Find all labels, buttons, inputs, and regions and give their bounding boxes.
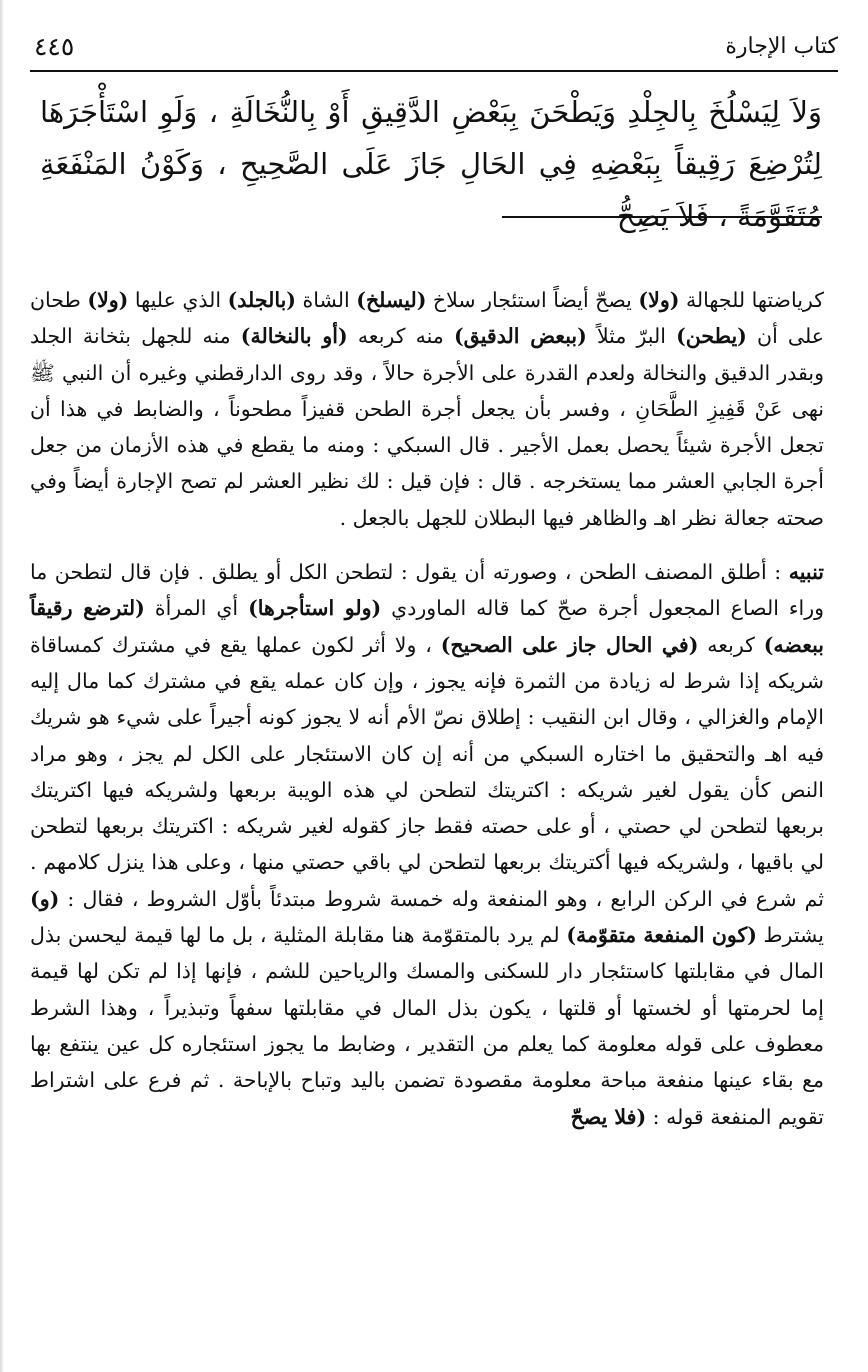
scan-edge-shadow [0, 0, 4, 1372]
quoted-matn-phrase: (كون المنفعة متقوّمة) [566, 923, 757, 948]
commentary-text-run: الشاة [295, 288, 357, 312]
quoted-matn-phrase: (لترضع رقيقاً ببعضه) [30, 596, 824, 657]
quoted-matn-phrase: (في الحال جاز على الصحيح) [440, 632, 699, 657]
quoted-matn-phrase: (ولو استأجرها) [248, 596, 382, 621]
commentary-text-run: منه كربعه [347, 324, 454, 349]
commentary-text-run: يشترط [756, 923, 825, 948]
commentary-text-run: لم يرد بالمتقوّمة هنا مقابلة المثلية ، بل ما لها قيمة ليحسن بذل المال في مقابلتها كاستئجار دار للسكنى والمسك والرياحين للشم ، فإنها إذا لم تكن لها قيمة إما لحرمتها أو لخستها أو قلتها ، يكون بذل المال في مقابلتها سفهاً وتبذيراً ، وهذا الشرط معطوف على قوله معلومة كما يعلم من التقدير ، وضابط ما يجوز استئجاره كل عين ينتفع بها مع بقاء عينها منفعة مباحة معلومة مقصودة تضمن باليد وتباح بالإباحة . ثم فرع على اشتراط تقويم المنفعة قوله : [30, 923, 824, 1129]
commentary-text-run: طحان على أن [30, 288, 825, 349]
matn-text-block [40, 86, 822, 242]
quoted-matn-phrase: (بالجلد) [227, 288, 296, 312]
commentary-text-run: أي المرأة [144, 596, 249, 621]
commentary-text-run: كربعه [698, 632, 764, 657]
matn-paragraph: وَلاَ لِيَسْلُخَ بِالجِلْدِ وَيَطْحَنَ بِبَعْضِ الدَّقِيقِ أَوْ بِالنُّخَالَةِ ، وَلَوِ اسْتَأْجَرَهَا لِتُرْضِعَ رَقِيقاً بِبَعْضِهِ فِي الحَالِ جَازَ عَلَى الصَّحِيحِ ، وَكَوْنُ المَنْفَعَةِ مُتَقَوَّمَةً ، فَلاَ يَصِحُّ [40, 95, 822, 233]
commentary-text-run: الذي عليها [128, 288, 228, 312]
commentary-text-run: يصحّ أيضاً استئجار سلاخ [426, 288, 639, 312]
page-number: ٤٤٥ [34, 32, 75, 61]
quoted-matn-phrase: (يطحن) [676, 324, 747, 349]
decorative-border [0, 1352, 868, 1368]
commentary-text-run: البرّ مثلاً [586, 324, 677, 349]
commentary-paragraph-2 [30, 554, 824, 1135]
separator-rule [502, 216, 822, 218]
ornament-band [0, 1352, 868, 1368]
commentary-text-block [30, 282, 824, 1135]
commentary-paragraph-1 [30, 282, 824, 536]
commentary-text-run: : أطلق المصنف الطحن ، وصورته أن يقول : لتطحن الكل أو يطلق . فإن قال لتطحن ما وراء الصاع المجعول أجرة صحّ كما قاله الماوردي [30, 560, 824, 621]
quoted-matn-phrase: (ليسلخ) [356, 288, 427, 312]
quoted-matn-phrase: تنبيه [788, 560, 824, 585]
quoted-matn-phrase: (و) [30, 886, 60, 911]
quoted-matn-phrase: (ولا) [638, 288, 680, 312]
page-header [30, 30, 838, 72]
commentary-text-run: ، ولا أثر لكون عملها يقع في مشترك كمساقاة شريكه إذا شرط له زيادة من الثمرة فإنه يجوز ، وإن كان عمله يقع في مشترك كما مال إليه الإمام والغزالي ، وقال ابن النقيب : إطلاق نصّ الأم أنه لا يجوز كونه أجيراً على شيء هو شريك فيه اهـ والتحقيق ما اختاره السبكي من أنه إن كان الاستئجار على الكل لم يجز ، وهو مراد النص كأن يقول لغير شريكه : اكتريتك لتطحن لي هذه الويبة بربعها ولشريكه فيها اكتريتك بربعها لتطحن لي حصتي ، أو على حصته فقط جاز كقوله لغير شريكه : اكتريتك بربعها لتطحن لي باقيها ، ولشريكه فيها أكتريتك بربعها لتطحن لي باقي حصتي منها ، وعلى هذا ينزل كلامهم . ثم شرع في الركن الرابع ، وهو المنفعة وله خمسة شروط مبتدئاً بأوّل الشروط ، فقال : [30, 632, 824, 911]
quoted-matn-phrase: (فلا يصحّ [570, 1104, 647, 1129]
commentary-text-run: كرياضتها للجهالة [679, 288, 824, 312]
quoted-matn-phrase: (ببعض الدقيق) [453, 324, 587, 349]
running-title: كتاب الإجارة [725, 34, 838, 59]
commentary-text-run: منه للجهل بثخانة الجلد وبقدر الدقيق والنخالة ولعدم القدرة على الأجرة حالاً ، وقد روى الدارقطني وغيره أن النبي ﷺ نهى عَنْ قَفِيزِ الطَّحَانِ ، وفسر بأن يجعل أجرة الطحن قفيزاً مطحوناً ، والضابط في هذا أن تجعل الأجرة شيئاً يحصل بعمل الأجير . قال السبكي : ومنه ما يقطع في هذه الأزمان من جعل أجرة الجابي العشر مما يستخرجه . قال : فإن قيل : لك نظير العشر لم تصح الإجارة أيضاً وفي صحته جعالة نظر اهـ والظاهر فيها البطلان للجهل بالجعل . [30, 324, 824, 530]
quoted-matn-phrase: (ولا) [87, 288, 129, 312]
quoted-matn-phrase: (أو بالنخالة) [240, 324, 348, 349]
